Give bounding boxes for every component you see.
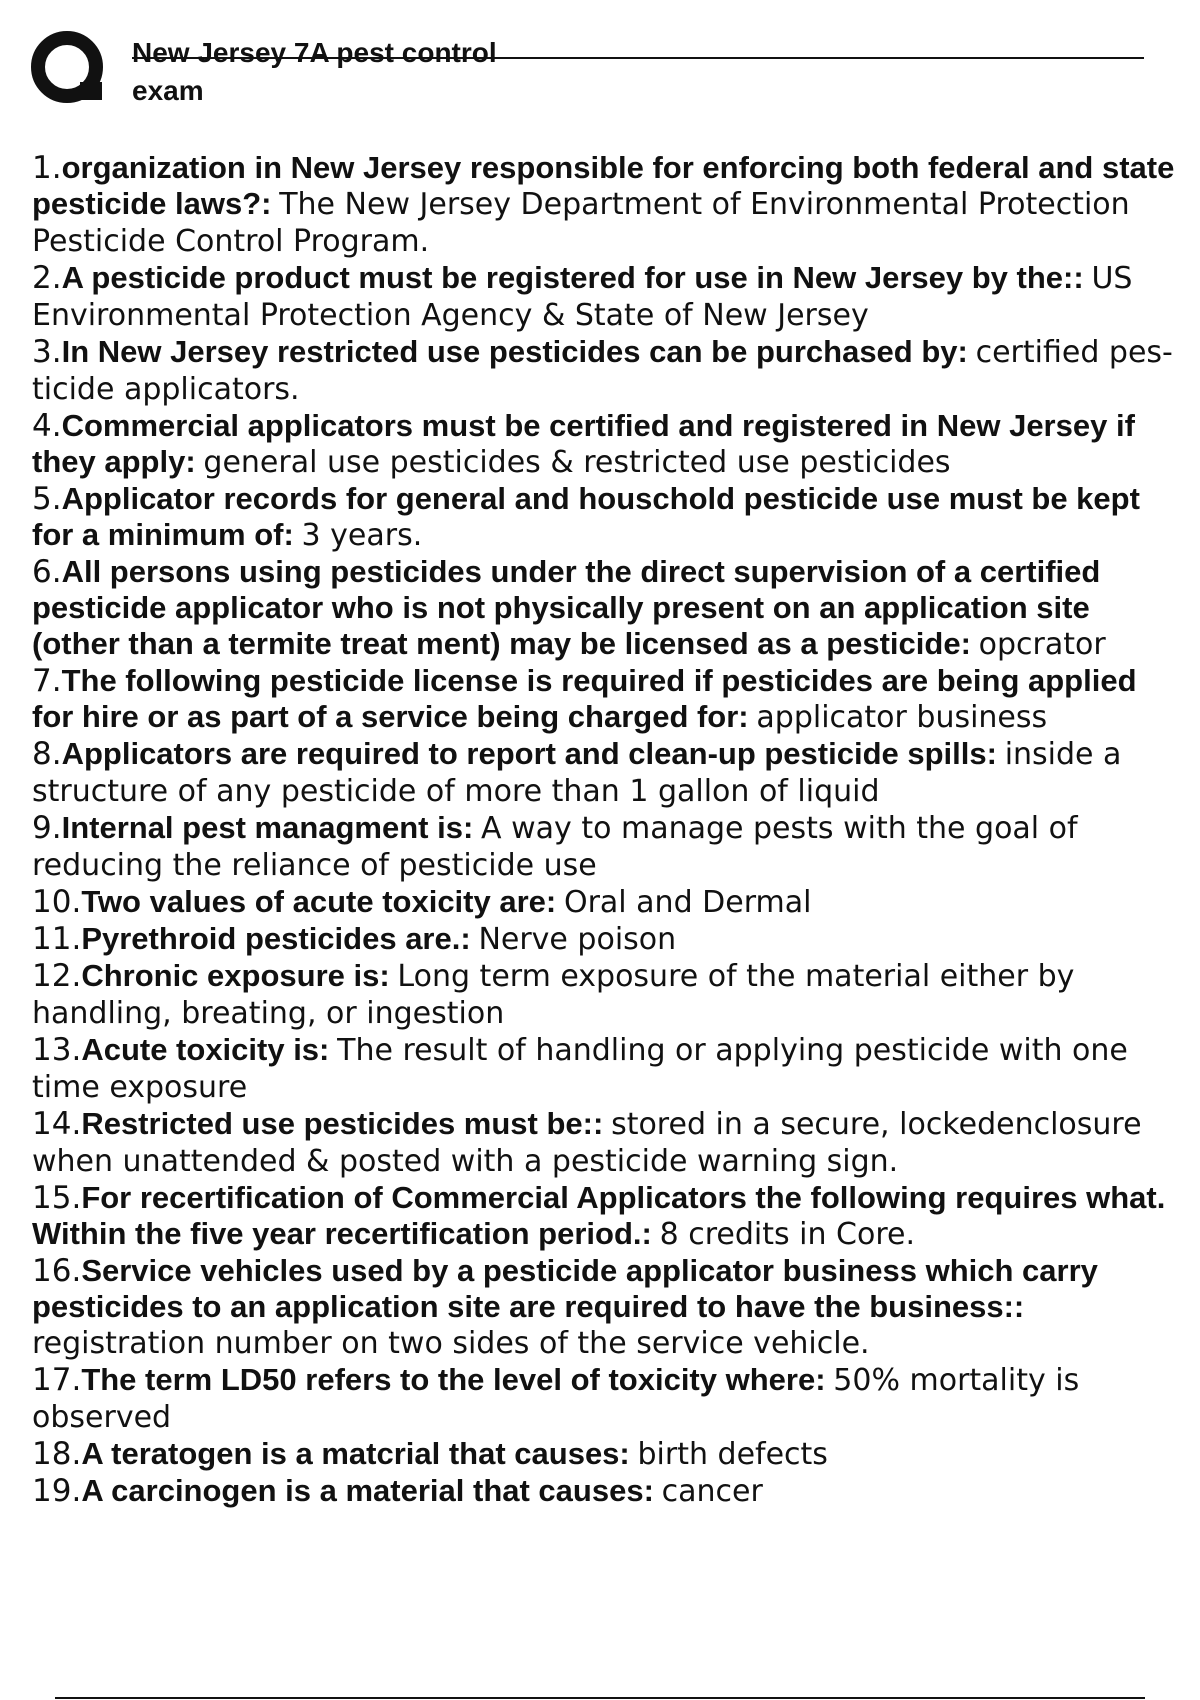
item-number: 17.	[32, 1362, 82, 1398]
list-item	[32, 1473, 1182, 1510]
question-text: Internal pest managment is:	[61, 810, 474, 845]
item-number: 12.	[32, 958, 82, 994]
answer-text: certified pes- ticide applicators.	[32, 335, 1173, 407]
question-text: Restricted use pesticides must be::	[81, 1106, 604, 1141]
item-number: 5.	[32, 481, 62, 517]
title-line-1: New Jersey 7A pest control	[132, 37, 497, 68]
question-text: organization in New Jersey responsible for enforcing both federal and state pesticide laws?:	[32, 150, 1175, 221]
item-number: 3.	[32, 334, 62, 370]
question-text: The following pesticide license is required if pesticides are being applied for hire or as part of a service being charged for:	[32, 663, 1137, 734]
question-text: A teratogen is a matcrial that causes:	[81, 1436, 630, 1471]
item-number: 7.	[32, 663, 62, 699]
item-number: 2.	[32, 260, 62, 296]
question-text: Commercial applicators must be certified and registered in New Jersey if they apply:	[32, 408, 1135, 479]
list-item	[32, 736, 1182, 810]
list-item	[32, 1362, 1182, 1436]
answer-text: Oral and Dermal	[563, 885, 812, 920]
item-number: 4.	[32, 408, 62, 444]
answer-text: 50% mortality is observed	[32, 1363, 1080, 1435]
answer-text: Nerve poison	[478, 922, 677, 957]
question-text: All persons using pesticides under the direct supervision of a certified pesticide applicator who is not physically present on an application site (other than a termite treat ment) may be licensed as a pesticide:	[32, 554, 1101, 661]
list-item	[32, 260, 1182, 334]
item-number: 9.	[32, 810, 62, 846]
answer-text: general use pesticides & restricted use pesticides	[203, 445, 951, 480]
question-text: Acute toxicity is:	[81, 1032, 330, 1067]
answer-text: opcrator	[978, 627, 1106, 662]
question-text: Applicators are required to report and clean-up pesticide spills:	[61, 736, 997, 771]
question-text: Applicator records for general and houschold pesticide use must be kept for a minimum of:	[32, 481, 1140, 552]
item-number: 1.	[32, 150, 62, 186]
question-text: For recertification of Commercial Applicators the following requires what. Within the five year recertification period.:	[32, 1180, 1166, 1251]
question-text: Two values of acute toxicity are:	[81, 884, 557, 919]
list-item	[32, 150, 1182, 260]
answer-text: applicator business	[756, 700, 1048, 735]
answer-text: A way to manage pests with the goal of reducing the reliance of pesticide use	[32, 811, 1078, 883]
item-number: 8.	[32, 736, 62, 772]
list-item	[32, 1106, 1182, 1180]
answer-text: 3 years.	[301, 518, 423, 553]
item-number: 13.	[32, 1032, 82, 1068]
answer-text: cancer	[661, 1474, 763, 1509]
answer-text: The New Jersey Department of Environmental Protection Pesticide Control Program.	[32, 187, 1130, 259]
answer-text: Long term exposure of the material either by handling, breating, or ingestion	[32, 959, 1075, 1031]
question-text: In New Jersey restricted use pesticides can be purchased by:	[61, 334, 968, 369]
answer-text: US Environmental Protection Agency & State of New Jersey	[32, 261, 1133, 333]
q-logo-icon	[30, 30, 110, 110]
item-number: 6.	[32, 554, 62, 590]
list-item	[32, 884, 1182, 921]
item-number: 11.	[32, 921, 82, 957]
answer-text: stored in a secure, lockedenclosure when unattended & posted with a pesticide warning sign.	[32, 1107, 1142, 1179]
item-number: 19.	[32, 1473, 82, 1509]
item-number: 10.	[32, 884, 82, 920]
list-item	[32, 663, 1182, 736]
list-item	[32, 481, 1182, 554]
item-number: 15.	[32, 1180, 82, 1216]
list-item	[32, 1032, 1182, 1106]
title-line-2: exam	[132, 75, 204, 106]
list-item	[32, 334, 1182, 408]
list-item	[32, 1436, 1182, 1473]
document-title	[132, 34, 1144, 110]
question-text: Service vehicles used by a pesticide applicator business which carry pesticides to an application site are required to have the business::	[32, 1253, 1098, 1324]
question-text: A carcinogen is a material that causes:	[81, 1473, 654, 1508]
question-list	[32, 150, 1182, 1510]
item-number: 14.	[32, 1106, 82, 1142]
list-item	[32, 408, 1182, 481]
list-item	[32, 958, 1182, 1032]
list-item	[32, 921, 1182, 958]
answer-text: The result of handling or applying pesticide with one time exposure	[32, 1033, 1128, 1105]
question-text: Chronic exposure is:	[81, 958, 390, 993]
item-number: 16.	[32, 1253, 82, 1289]
list-item	[32, 554, 1182, 663]
answer-text: registration number on two sides of the service vehicle.	[32, 1326, 870, 1361]
question-text: The term LD50 refers to the level of toxicity where:	[81, 1362, 826, 1397]
footer-rule	[55, 1697, 1145, 1699]
list-item	[32, 810, 1182, 884]
answer-text: 8 credits in Core.	[659, 1217, 916, 1252]
answer-text: birth defects	[637, 1437, 828, 1472]
question-text: A pesticide product must be registered for use in New Jersey by the::	[61, 260, 1084, 295]
question-text: Pyrethroid pesticides are.:	[81, 921, 471, 956]
list-item	[32, 1180, 1182, 1253]
list-item	[32, 1253, 1182, 1362]
item-number: 18.	[32, 1436, 82, 1472]
answer-text: inside a structure of any pesticide of more than 1 gallon of liquid	[32, 737, 1122, 809]
